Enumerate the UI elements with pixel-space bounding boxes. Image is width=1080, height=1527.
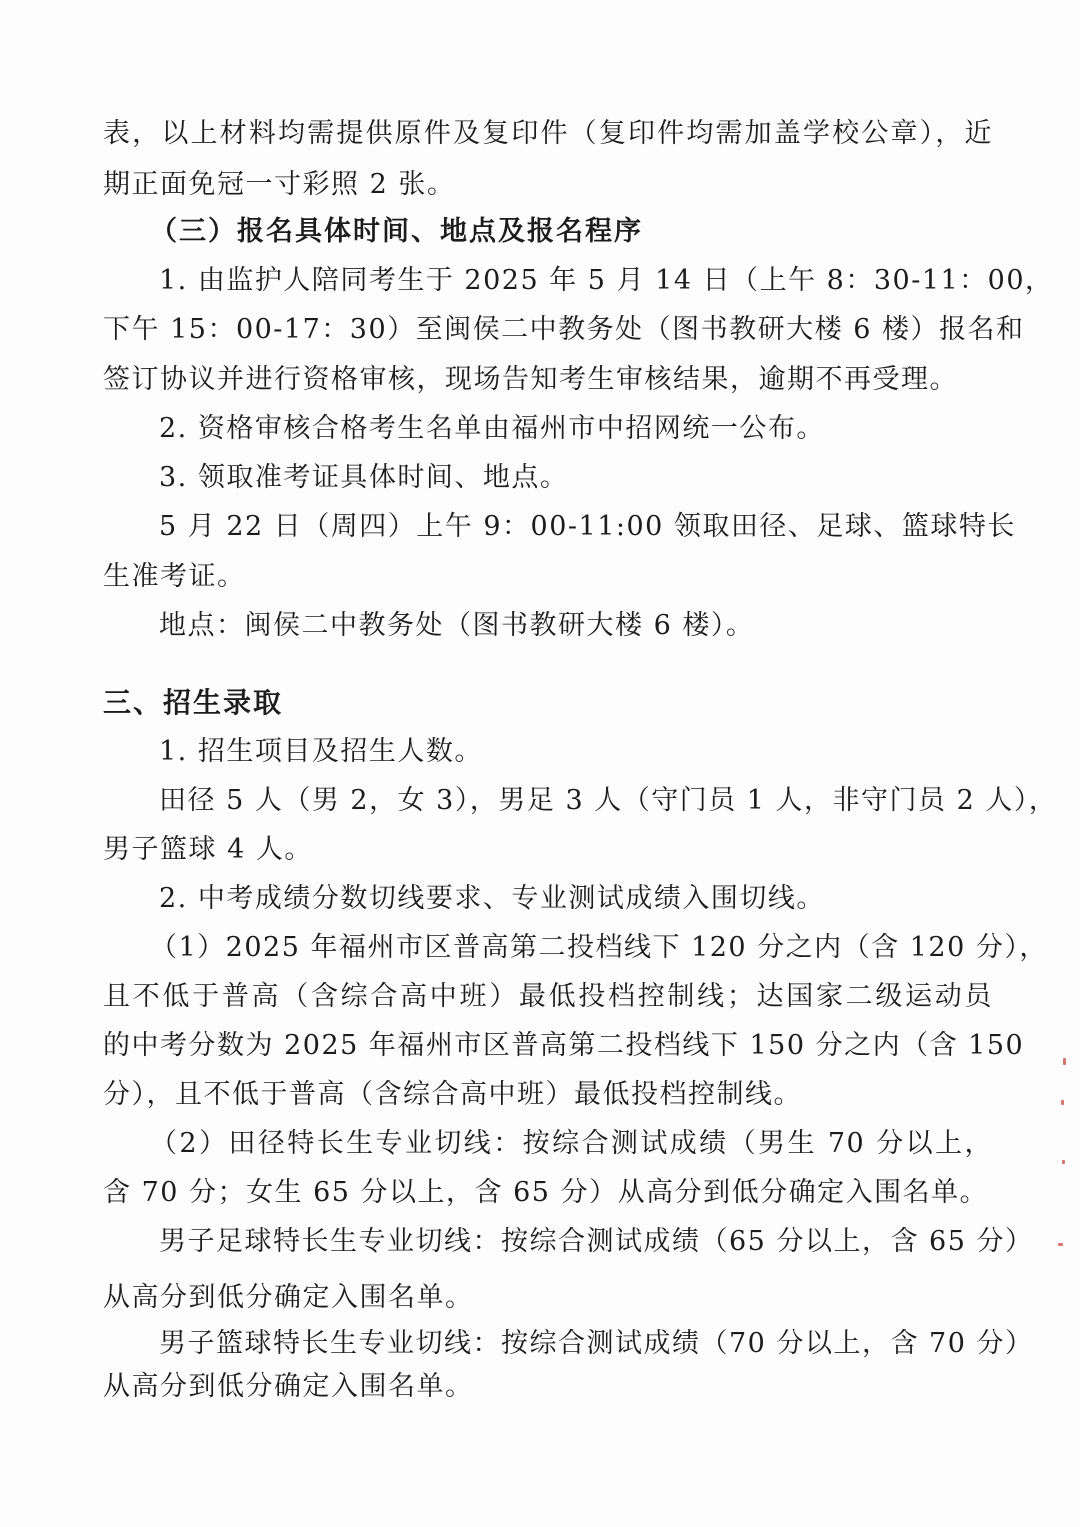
paragraph-line-14: 田径 5 人（男 2，女 3），男足 3 人（守门员 1 人，非守门员 2 人）， [159, 785, 1058, 816]
paragraph-line-13: 1. 招生项目及招生人数。 [159, 736, 483, 767]
paragraph-line-4: 1. 由监护人陪同考生于 2025 年 5 月 14 日（上午 8：30-11：00， [159, 265, 1054, 296]
paragraph-line-20: 分），且不低于普高（含综合高中班）最低投档控制线。 [103, 1079, 802, 1110]
paragraph-line-22: 含 70 分；女生 65 分以上，含 65 分）从高分到低分确定入围名单。 [103, 1177, 989, 1208]
seal-edge-mark [1063, 1058, 1066, 1065]
paragraph-line-7: 2. 资格审核合格考生名单由福州市中招网统一公布。 [159, 413, 825, 444]
seal-edge-mark [1061, 1100, 1064, 1105]
paragraph-line-17: （1）2025 年福州市区普高第二投档线下 120 分之内（含 120 分）， [150, 932, 1048, 963]
subsection-heading: （三）报名具体时间、地点及报名程序 [150, 216, 643, 247]
paragraph-line-18: 且不低于普高（含综合高中班）最低投档控制线；达国家二级运动员 [103, 981, 993, 1012]
paragraph-line-2: 期正面免冠一寸彩照 2 张。 [103, 169, 456, 200]
paragraph-line-26: 从高分到低分确定入围名单。 [103, 1371, 474, 1402]
paragraph-line-9: 5 月 22 日（周四）上午 9：00-11:00 领取田径、足球、篮球特长 [159, 511, 1016, 542]
paragraph-line-25: 男子篮球特长生专业切线：按综合测试成绩（70 分以上，含 70 分） [159, 1328, 1034, 1359]
paragraph-line-6: 签订协议并进行资格审核，现场告知考生审核结果，逾期不再受理。 [103, 364, 958, 395]
paragraph-line-15: 男子篮球 4 人。 [103, 834, 313, 865]
paragraph-line-21: （2）田径特长生专业切线：按综合测试成绩（男生 70 分以上， [150, 1128, 993, 1159]
paragraph-line-16: 2. 中考成绩分数切线要求、专业测试成绩入围切线。 [159, 883, 825, 914]
seal-edge-mark [1062, 1160, 1065, 1164]
paragraph-line-24: 从高分到低分确定入围名单。 [103, 1282, 474, 1313]
paragraph-line-5: 下午 15：00-17：30）至闽侯二中教务处（图书教研大楼 6 楼）报名和 [103, 314, 1025, 345]
paragraph-line-19: 的中考分数为 2025 年福州市区普高第二投档线下 150 分之内（含 150 [103, 1030, 1025, 1061]
paragraph-line-11: 地点：闽侯二中教务处（图书教研大楼 6 楼）。 [159, 610, 755, 641]
section-heading: 三、招生录取 [103, 686, 284, 719]
paragraph-line-10: 生准考证。 [103, 561, 246, 592]
paragraph-line-8: 3. 领取准考证具体时间、地点。 [159, 462, 569, 493]
paragraph-line-23: 男子足球特长生专业切线：按综合测试成绩（65 分以上，含 65 分） [159, 1226, 1034, 1257]
paragraph-line-1: 表，以上材料均需提供原件及复印件（复印件均需加盖学校公章），近 [103, 118, 993, 149]
seal-edge-mark [1058, 1243, 1063, 1246]
